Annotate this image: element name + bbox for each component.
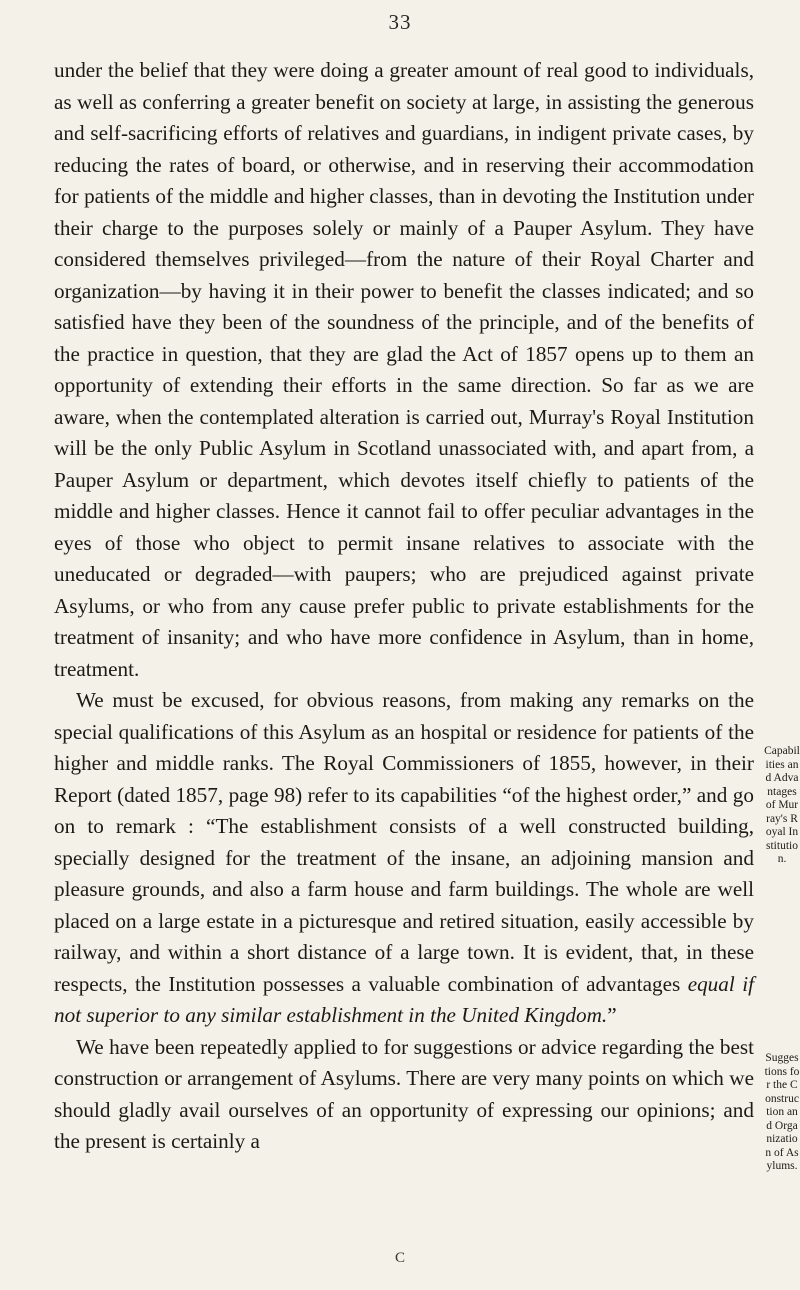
margin-note-suggestions: Suggestions for the Construction and Organization of Asylums. xyxy=(764,1052,800,1172)
body-text xyxy=(54,55,754,1158)
margin-note-capabilities: Capabilities and Advantages of Murray's Royal Institution. xyxy=(764,745,800,865)
paragraph-2-closing-quote: ” xyxy=(607,1003,617,1027)
page-number: 33 xyxy=(388,10,412,34)
signature-mark: C xyxy=(394,1250,405,1266)
paragraph-3: We have been repeatedly applied to for suggestions or advice regarding the best construction or arrangement of Asylums. There are very many points on which we should gladly avail ourselves of an opportunity of expressing our opinions; and the present is certainly a xyxy=(54,1034,754,1153)
paragraph-2 xyxy=(54,685,754,1032)
paragraph-2-text: We must be excused, for obvious reasons, from making any remarks on the special qualifications of this Asylum as an hospital or residence for patients of the higher and middle ranks. The Royal Commissioners of 1855, however, in their Report (dated 1857, page 98) refer to its capabilities “of the highest order,” and go on to remark : “The establishment consists of a well constructed building, specially designed for the treatment of the insane, an adjoining mansion and pleasure grounds, and also a farm house and farm buildings. The whole are well placed on a large estate in a picturesque and retired situation, easily accessible by railway, and within a short distance of a large town. It is evident, that, in these respects, the Institution possesses a valuable combination of advantages xyxy=(54,688,754,996)
paragraph-2-italic-quote: equal if not superior to any similar establishment in the United Kingdom. xyxy=(54,971,754,1027)
paragraph-1: under the belief that they were doing a greater amount of real good to individuals, as well as conferring a greater benefit on society at large, in assisting the generous and self-sacrificing efforts of relatives and guardians, in indigent private cases, by reducing the rates of board, or otherwise, and in reserving their accommodation for patients of the middle and higher classes, than in devoting the Institution under their charge to the purposes solely or mainly of a Pauper Asylum. They have considered themselves privileged—from the nature of their Royal Charter and organization—by having it in their power to benefit the classes indicated; and so satisfied have they been of the soundness of the principle, and of the benefits of the practice in question, that they are glad the Act of 1857 opens up to them an opportunity of extending their efforts in the same direction. So far as we are aware, when the contemplated alteration is carried out, Murray's Royal Institution will be the only Public Asylum in Scotland unassociated with, and apart from, a Pauper Asylum or department, which devotes itself chiefly to patients of the middle and higher classes. Hence it cannot fail to offer peculiar advantages in the eyes of those who object to permit insane relatives to associate with the uneducated or degraded—with paupers; who are prejudiced against private Asylums, or who from any cause prefer public to private establishments for the treatment of insanity; and who have more confidence in Asylum, than in home, treatment. xyxy=(54,58,754,681)
